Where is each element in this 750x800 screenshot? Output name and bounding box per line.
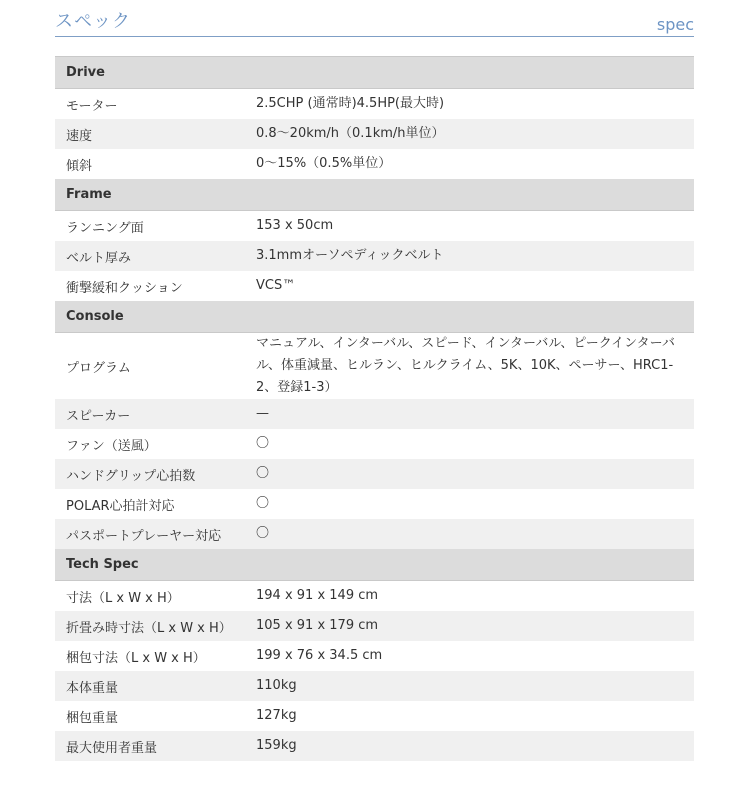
spec-value: 127kg — [256, 701, 694, 731]
spec-value: 199 x 76 x 34.5 cm — [256, 641, 694, 671]
spec-row — [55, 399, 694, 429]
spec-label: プログラム — [55, 333, 256, 400]
spec-label: 梱包重量 — [55, 701, 256, 731]
spec-row — [55, 271, 694, 301]
section-title: Console — [55, 301, 694, 333]
heading-subtitle: spec — [656, 15, 694, 34]
spec-table-body — [55, 57, 694, 762]
spec-value: VCS™ — [256, 271, 694, 301]
spec-value: 3.1mmオーソペディックベルト — [256, 241, 694, 271]
spec-row — [55, 519, 694, 549]
spec-row — [55, 671, 694, 701]
spec-label: POLAR心拍計対応 — [55, 489, 256, 519]
section-title: Drive — [55, 57, 694, 89]
spec-value: 194 x 91 x 149 cm — [256, 581, 694, 612]
spec-value: 0.8〜20km/h（0.1km/h単位） — [256, 119, 694, 149]
spec-container — [55, 0, 694, 756]
spec-value: 〇 — [256, 459, 694, 489]
section-header-row — [55, 179, 694, 211]
spec-label: ハンドグリップ心拍数 — [55, 459, 256, 489]
spec-label: 傾斜 — [55, 149, 256, 179]
spec-value: 2.5CHP (通常時)4.5HP(最大時) — [256, 89, 694, 120]
spec-row — [55, 333, 694, 400]
spec-value: 105 x 91 x 179 cm — [256, 611, 694, 641]
spec-row — [55, 119, 694, 149]
spec-label: モーター — [55, 89, 256, 120]
spec-table — [55, 56, 694, 761]
spec-row — [55, 701, 694, 731]
spec-row — [55, 241, 694, 271]
spec-label: ベルト厚み — [55, 241, 256, 271]
spec-label: 最大使用者重量 — [55, 731, 256, 761]
spec-row — [55, 149, 694, 179]
spec-value: 〇 — [256, 429, 694, 459]
spec-value: 〇 — [256, 489, 694, 519]
section-header-row — [55, 57, 694, 89]
spec-value: 110kg — [256, 671, 694, 701]
spec-label: 速度 — [55, 119, 256, 149]
section-header-row — [55, 301, 694, 333]
spec-value: 159kg — [256, 731, 694, 761]
spec-label: ランニング面 — [55, 211, 256, 242]
spec-row — [55, 211, 694, 242]
spec-row — [55, 641, 694, 671]
spec-label: 寸法（L x W x H） — [55, 581, 256, 612]
section-title: Frame — [55, 179, 694, 211]
spec-value: 〇 — [256, 519, 694, 549]
spec-label: 折畳み時寸法（L x W x H） — [55, 611, 256, 641]
spec-row — [55, 611, 694, 641]
spec-label: 衝撃緩和クッション — [55, 271, 256, 301]
spec-label: 梱包寸法（L x W x H） — [55, 641, 256, 671]
spec-row — [55, 581, 694, 612]
section-heading — [55, 0, 694, 37]
spec-value: 0〜15%（0.5%単位） — [256, 149, 694, 179]
spec-row — [55, 429, 694, 459]
section-header-row — [55, 549, 694, 581]
spec-row — [55, 489, 694, 519]
spec-row — [55, 459, 694, 489]
section-title: Tech Spec — [55, 549, 694, 581]
spec-row — [55, 731, 694, 761]
heading-title: スペック — [55, 11, 131, 32]
spec-value: マニュアル、インターバル、スピード、インターバル、ピークインターバル、体重減量、ヒルラン、ヒルクライム、5K、10K、ペーサー、HRC1-2、登録1-3） — [256, 333, 694, 400]
spec-value: — — [256, 399, 694, 429]
spec-label: ファン（送風） — [55, 429, 256, 459]
spec-row — [55, 89, 694, 120]
spec-value: 153 x 50cm — [256, 211, 694, 242]
spec-label: 本体重量 — [55, 671, 256, 701]
spec-label: パスポートプレーヤー対応 — [55, 519, 256, 549]
spec-label: スピーカー — [55, 399, 256, 429]
